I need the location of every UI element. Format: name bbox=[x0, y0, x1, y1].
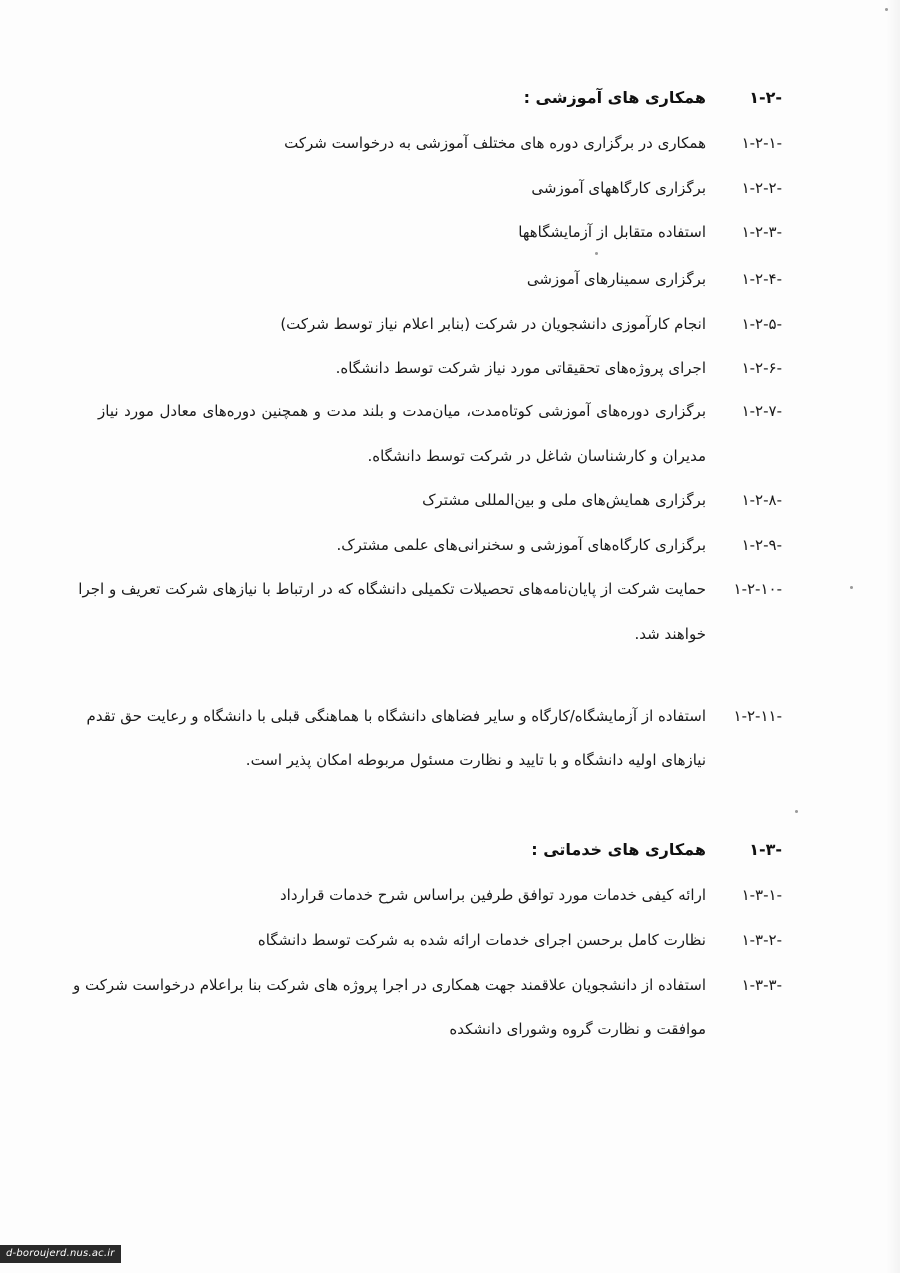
item-continuation: مدیران و کارشناسان شاغل در شرکت توسط دانشگاه. bbox=[367, 447, 706, 465]
list-item bbox=[284, 131, 782, 155]
list-item bbox=[86, 704, 782, 728]
section-heading-educational bbox=[524, 86, 782, 110]
item-number: ۱-۳-۱- bbox=[741, 886, 782, 904]
scan-speck bbox=[595, 252, 598, 255]
item-number: ۱-۳-۲- bbox=[741, 931, 782, 949]
list-item bbox=[280, 883, 782, 907]
item-text: برگزاری کارگاههای آموزشی bbox=[531, 179, 706, 197]
item-text: استفاده از آزمایشگاه/کارگاه و سایر فضاهای دانشگاه با هماهنگی قبلی با دانشگاه و رعایت حق تقدم bbox=[86, 707, 706, 725]
list-item bbox=[527, 267, 782, 291]
page-edge-shadow bbox=[886, 0, 900, 1273]
item-text: حمایت شرکت از پایان‌نامه‌های تحصیلات تکمیلی دانشگاه که در ارتباط با نیازهای شرکت تعریف و اجرا bbox=[78, 580, 706, 598]
item-number: ۱-۲-۹- bbox=[741, 536, 782, 554]
section-title: همکاری های خدماتی : bbox=[531, 840, 706, 859]
item-text: برگزاری کارگاه‌های آموزشی و سخنرانی‌های علمی مشترک. bbox=[336, 536, 706, 554]
item-number: ۱-۲-۲- bbox=[741, 179, 782, 197]
item-text: برگزاری همایش‌های ملی و بین‌المللی مشترک bbox=[422, 491, 706, 509]
item-number: ۱-۲-۸- bbox=[741, 491, 782, 509]
list-item bbox=[258, 928, 782, 952]
item-number: ۱-۳-۳- bbox=[741, 976, 782, 994]
item-continuation: نیازهای اولیه دانشگاه و با تایید و نظارت مسئول مربوطه امکان پذیر است. bbox=[245, 751, 706, 769]
item-text: برگزاری سمینارهای آموزشی bbox=[526, 270, 706, 288]
item-text: همکاری در برگزاری دوره های مختلف آموزشی به درخواست شرکت bbox=[284, 134, 706, 152]
list-item bbox=[73, 973, 782, 997]
item-number: ۱-۲-۵- bbox=[741, 315, 782, 333]
list-item bbox=[422, 488, 782, 512]
list-item bbox=[336, 533, 782, 557]
section-number: ۱-۲- bbox=[749, 88, 782, 107]
list-item bbox=[280, 312, 782, 336]
item-number: ۱-۲-۴- bbox=[741, 270, 782, 288]
section-number: ۱-۳- bbox=[749, 840, 782, 859]
scan-speck bbox=[795, 810, 798, 813]
section-title: همکاری های آموزشی : bbox=[523, 88, 706, 107]
item-number: ۱-۲-۶- bbox=[741, 359, 782, 377]
item-text: استفاده متقابل از آزمایشگاهها bbox=[518, 223, 706, 241]
item-number: ۱-۲-۷- bbox=[741, 402, 782, 420]
section-heading-services bbox=[531, 838, 782, 862]
list-item bbox=[518, 220, 782, 244]
site-watermark-badge: d-boroujerd.nus.ac.ir bbox=[0, 1245, 121, 1263]
list-item bbox=[78, 577, 782, 601]
item-number: ۱-۲-۱- bbox=[741, 134, 782, 152]
list-item bbox=[531, 176, 782, 200]
list-item bbox=[336, 356, 782, 380]
item-continuation: موافقت و نظارت گروه وشورای دانشکده bbox=[449, 1020, 706, 1038]
scan-speck bbox=[885, 8, 888, 11]
item-text: برگزاری دوره‌های آموزشی کوتاه‌مدت، میان‌مدت و بلند مدت و همچنین دوره‌های معادل مورد نیاز bbox=[98, 402, 706, 420]
item-text: نظارت کامل برحسن اجرای خدمات ارائه شده به شرکت توسط دانشگاه bbox=[257, 931, 706, 949]
scan-speck bbox=[850, 586, 853, 589]
item-text: استفاده از دانشجویان علاقمند جهت همکاری در اجرا پروژه های شرکت بنا براعلام درخواست شرکت و bbox=[73, 976, 706, 994]
item-number: ۱-۲-۱۱- bbox=[733, 707, 782, 725]
item-number: ۱-۲-۳- bbox=[741, 223, 782, 241]
item-text: ارائه کیفی خدمات مورد توافق طرفین براساس شرح خدمات قرارداد bbox=[280, 886, 706, 904]
item-text: اجرای پروژه‌های تحقیقاتی مورد نیاز شرکت توسط دانشگاه. bbox=[335, 359, 706, 377]
list-item bbox=[98, 399, 782, 423]
item-continuation: خواهند شد. bbox=[634, 625, 706, 643]
item-text: انجام کارآموزی دانشجویان در شرکت (بنابر اعلام نیاز توسط شرکت) bbox=[280, 315, 706, 333]
item-number: ۱-۲-۱۰- bbox=[733, 580, 782, 598]
